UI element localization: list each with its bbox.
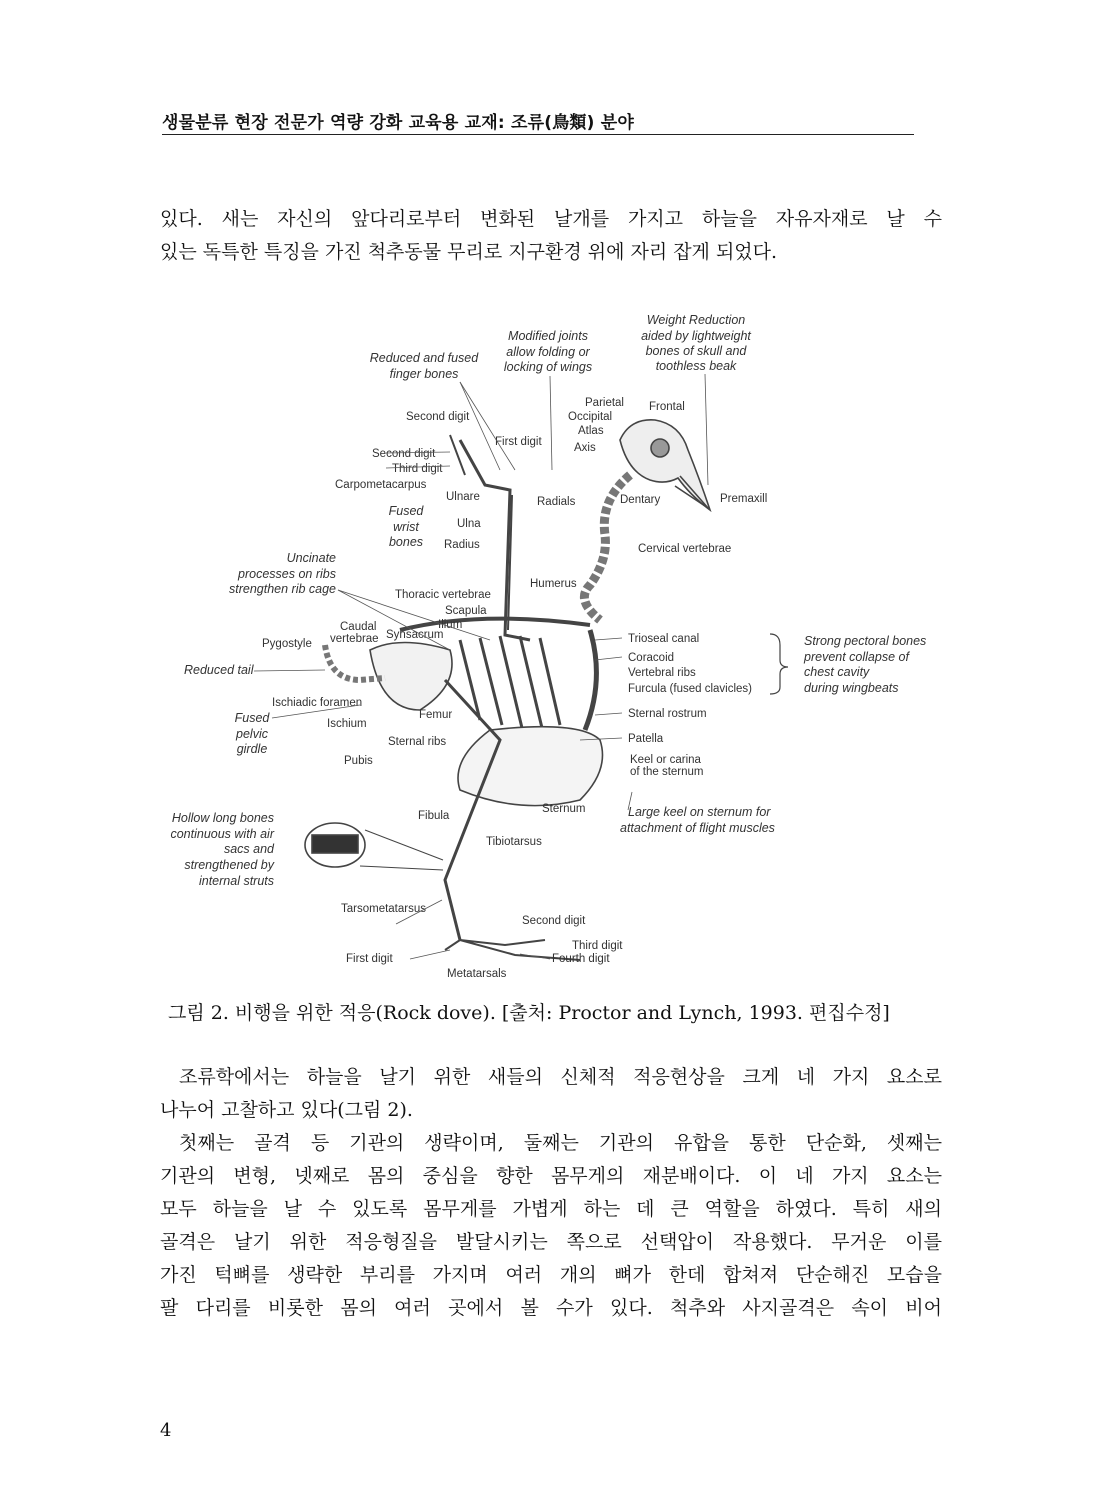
label: Cervical vertebrae bbox=[638, 543, 732, 555]
label: Trioseal canal bbox=[628, 633, 700, 645]
callout-line: Reduced and fused bbox=[369, 351, 479, 365]
text-line: 있는 독특한 특징을 가진 척추동물 무리로 지구환경 위에 자리 잡게 되었다. bbox=[160, 241, 778, 263]
running-header: 생물분류 현장 전문가 역량 강화 교육용 교재: 조류(鳥類) 분야 bbox=[162, 108, 914, 135]
callout-line: Fused bbox=[388, 504, 424, 518]
label: vertebrae bbox=[330, 633, 379, 645]
text-line: 기관의 변형, 넷째로 몸의 중심을 향한 몸무게의 재분배이다. 이 네 가지 요소는 bbox=[160, 1165, 942, 1187]
text-line: 가진 턱뼈를 생략한 부리를 가지며 여러 개의 뼈가 한데 합쳐져 단순해진 모습을 bbox=[160, 1264, 942, 1286]
callout-line: allow folding or bbox=[506, 345, 590, 359]
label: Thoracic vertebrae bbox=[395, 589, 491, 601]
callout-line: Strong pectoral bones bbox=[804, 634, 927, 648]
label: Metatarsals bbox=[447, 968, 507, 980]
callout-line: pelvic bbox=[236, 727, 268, 741]
paragraph-3 bbox=[160, 1127, 942, 1325]
text-line: 모두 하늘을 날 수 있도록 몸무게를 가볍게 하는 데 큰 역할을 하였다. 특히 새의 bbox=[160, 1198, 942, 1220]
callout-line: strengthened by bbox=[184, 858, 274, 872]
label: First digit bbox=[495, 436, 542, 448]
label: Sternal rostrum bbox=[628, 708, 707, 720]
callout-line: attachment of flight muscles bbox=[620, 821, 775, 835]
callout-line: internal struts bbox=[198, 874, 274, 888]
callout-line: prevent collapse of bbox=[804, 650, 909, 664]
text-line: 팔 다리를 비롯한 몸의 여러 곳에서 볼 수가 있다. 척추와 사지골격은 속이 비어 bbox=[160, 1297, 942, 1319]
callout-line: continuous with air bbox=[170, 827, 274, 841]
callout-line: wrist bbox=[393, 520, 419, 534]
label: Pubis bbox=[344, 755, 373, 767]
figure-caption: 그림 2. 비행을 위한 적응(Rock dove). [출처: Proctor and Lynch, 1993. 편집수정] bbox=[168, 1002, 890, 1024]
callout-line: sacs and bbox=[223, 842, 274, 856]
label: First digit bbox=[346, 953, 393, 965]
label: Atlas bbox=[578, 425, 604, 437]
callout-line: bones of skull and bbox=[645, 344, 747, 358]
callout-line: finger bones bbox=[389, 367, 459, 381]
label: Humerus bbox=[530, 578, 577, 590]
callout-reduced-tail: Reduced tail bbox=[184, 663, 254, 677]
callout-line: chest cavity bbox=[804, 665, 870, 679]
callout-line: during wingbeats bbox=[804, 681, 899, 695]
label: Sternal ribs bbox=[388, 736, 447, 748]
callout-line: Hollow long bones bbox=[171, 811, 274, 825]
callout-line: toothless beak bbox=[655, 359, 737, 373]
label: Tibiotarsus bbox=[486, 836, 542, 848]
label: Ulna bbox=[457, 518, 481, 530]
label: Second digit bbox=[406, 411, 470, 423]
label: Furcula (fused clavicles) bbox=[628, 683, 752, 695]
paragraph-2 bbox=[160, 1061, 942, 1127]
callout-line: Weight Reduction bbox=[646, 313, 746, 327]
callout-fused-pelvic bbox=[235, 711, 271, 756]
text-line: 골격은 날기 위한 적응형질을 발달시키는 쪽으로 선택압이 작용했다. 무거운 이를 bbox=[160, 1231, 942, 1253]
callout-strong-pectoral bbox=[803, 634, 926, 695]
label: Keel or carina bbox=[630, 754, 701, 766]
label: Dentary bbox=[620, 494, 661, 506]
callout-line: Modified joints bbox=[508, 329, 588, 343]
label: Ulnare bbox=[446, 491, 480, 503]
label: Vertebral ribs bbox=[628, 667, 696, 679]
callout-modified-joints bbox=[504, 329, 592, 374]
callout-reduced-fused-finger bbox=[370, 351, 479, 381]
label: Parietal bbox=[585, 397, 624, 409]
label: Second digit bbox=[372, 448, 436, 460]
callout-line: girdle bbox=[236, 742, 268, 756]
bird-skeleton-figure bbox=[160, 300, 940, 990]
label: Premaxill bbox=[720, 493, 768, 505]
label: Axis bbox=[574, 442, 596, 454]
label: Fibula bbox=[418, 810, 450, 822]
text-line: 있다. 새는 자신의 앞다리로부터 변화된 날개를 가지고 하늘을 자유자재로 날 수 bbox=[160, 208, 942, 230]
label: Third digit bbox=[572, 940, 623, 952]
page-number: 4 bbox=[160, 1420, 172, 1441]
callout-fused-wrist bbox=[389, 504, 425, 549]
callout-line: Uncinate bbox=[286, 551, 336, 565]
label: Tarsometatarsus bbox=[341, 903, 427, 915]
label: Radials bbox=[537, 496, 576, 508]
callout-line: bones bbox=[388, 535, 424, 549]
label: Occipital bbox=[568, 411, 613, 423]
label: Scapula bbox=[445, 605, 487, 617]
callout-hollow-bones bbox=[170, 811, 275, 888]
label: Sternum bbox=[542, 803, 586, 815]
callout-line: Fused bbox=[234, 711, 270, 725]
label: Fourth digit bbox=[552, 953, 610, 965]
callout-line: processes on ribs bbox=[238, 567, 336, 581]
text-line: 조류학에서는 하늘을 날기 위한 새들의 신체적 적응현상을 크게 네 가지 요소로 bbox=[179, 1066, 942, 1088]
brace-mark bbox=[770, 634, 788, 694]
callout-weight-reduction bbox=[641, 313, 751, 373]
label: Carpometacarpus bbox=[335, 479, 427, 491]
label: Third digit bbox=[392, 463, 443, 475]
callout-line: locking of wings bbox=[503, 360, 593, 374]
callout-uncinate bbox=[229, 551, 336, 596]
text-line: 나누어 고찰하고 있다(그림 2). bbox=[160, 1099, 413, 1121]
label: Synsacrum bbox=[386, 629, 444, 641]
label: Ischium bbox=[327, 718, 367, 730]
label: Caudal bbox=[340, 621, 377, 633]
top-paragraph bbox=[160, 203, 942, 269]
label: Radius bbox=[444, 539, 480, 551]
callout-large-keel bbox=[620, 805, 775, 835]
label: of the sternum bbox=[630, 766, 704, 778]
label: Femur bbox=[419, 709, 453, 721]
label: Second digit bbox=[522, 915, 586, 927]
label: Frontal bbox=[649, 401, 685, 413]
label: Pygostyle bbox=[262, 638, 312, 650]
label: Coracoid bbox=[628, 652, 675, 664]
label: Ischiadic foramen bbox=[272, 697, 363, 709]
label: Ilium bbox=[438, 619, 463, 631]
text-line: 첫째는 골격 등 기관의 생략이며, 둘째는 기관의 유합을 통한 단순화, 셋째는 bbox=[179, 1132, 942, 1154]
label: Patella bbox=[628, 733, 664, 745]
callout-line: Large keel on sternum for bbox=[628, 805, 771, 819]
callout-line: strengthen rib cage bbox=[228, 582, 336, 596]
callout-line: aided by lightweight bbox=[641, 329, 751, 343]
